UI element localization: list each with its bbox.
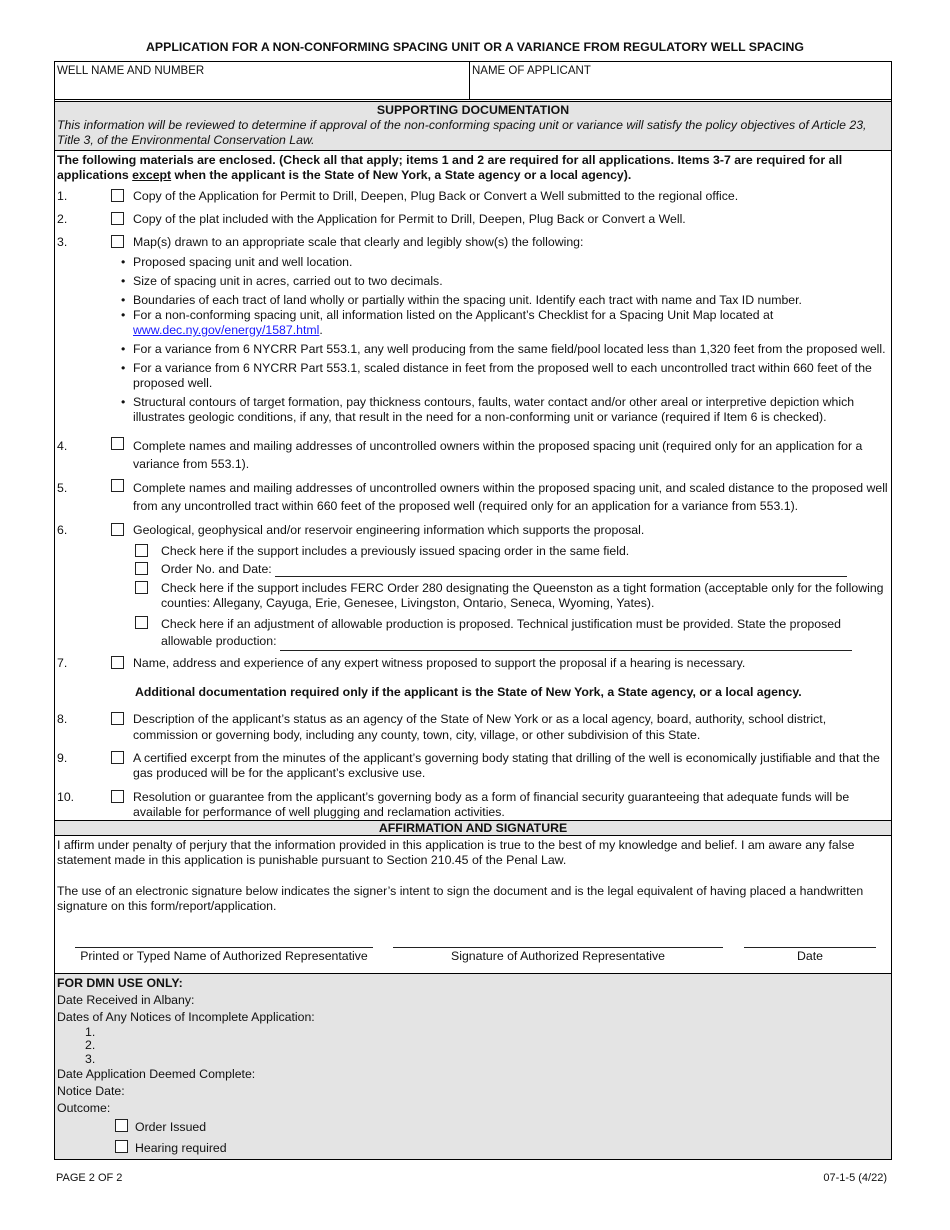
order-issued-checkbox[interactable] (115, 1119, 128, 1132)
item-1 (55, 189, 891, 204)
item-text: Resolution or guarantee from the applicant’s governing body as a form of financial security guaranteeing that adequate funds will be available for performance of well plugging and reclamation activities. (133, 789, 850, 819)
supporting-intro: This information will be reviewed to determine if approval of the non-conforming spacing unit or variance will satisfy the policy objectives of Article 23, Title 3, of the Environmental Conservation Law. (57, 118, 867, 147)
item-5-checkbox[interactable] (111, 479, 124, 492)
item-10-checkbox[interactable] (111, 790, 124, 803)
item-text: Copy of the Application for Permit to Drill, Deepen, Plug Back or Convert a Well submitted to the regional office. (133, 189, 739, 203)
printed-name-label: Printed or Typed Name of Authorized Representative (80, 948, 368, 963)
order-number-date-field[interactable] (275, 576, 847, 577)
additional-documentation-note: Additional documentation required only if the applicant is the State of New York, a State agency, or a local agency. (135, 684, 802, 699)
sub-text: Check here if the support includes a previously issued spacing order in the same field. (161, 543, 630, 558)
hearing-required-checkbox[interactable] (115, 1140, 128, 1153)
item-8-checkbox[interactable] (111, 712, 124, 725)
item-text: Map(s) drawn to an appropriate scale that clearly and legibly show(s) the following: (133, 235, 584, 249)
dmn-heading: FOR DMN USE ONLY: (57, 975, 183, 990)
notice-3: 3. (85, 1051, 96, 1066)
item-2-checkbox[interactable] (111, 212, 124, 225)
sub-text: Check here if the support includes FERC Order 280 designating the Queenston as a tight formation (acceptable only for the following counties: Allegany, Cayuga, Erie, Genesee, Livingston, Ontario, Seneca, Wyoming, Yates). (161, 580, 884, 610)
notice-2: 2. (85, 1038, 96, 1053)
well-name-label: WELL NAME AND NUMBER (57, 65, 205, 77)
item-number: 4. (57, 439, 68, 453)
item-6-sub-1 (55, 544, 891, 559)
item-6 (55, 523, 891, 538)
order-issued-option (57, 1117, 889, 1138)
item-number: 5. (57, 480, 68, 495)
item-6-sub-3 (55, 581, 891, 611)
item-text: Complete names and mailing addresses of uncontrolled owners within the proposed spacing unit (required only for an application for a variance from 553.1). (133, 439, 863, 472)
list-item-text-end: . (319, 323, 323, 337)
enclosed-text-end: when the applicant is the State of New York, a State agency or a local agency). (171, 168, 632, 182)
notice-date-label: Notice Date: (57, 1084, 125, 1099)
item-number: 1. (57, 189, 68, 203)
item-text: Name, address and experience of any expert witness proposed to support the proposal if a hearing is necessary. (133, 655, 746, 670)
printed-name-field[interactable] (75, 947, 373, 964)
applicant-name-field[interactable] (470, 62, 891, 99)
except-text: except (132, 168, 172, 182)
spacing-order-checkbox[interactable] (135, 544, 148, 557)
item-7-checkbox[interactable] (111, 656, 124, 669)
item-3-checkbox[interactable] (111, 235, 124, 248)
item-number: 8. (57, 711, 68, 726)
item-9 (55, 751, 891, 781)
item-number: 6. (57, 522, 68, 537)
item-7 (55, 656, 891, 671)
affirmation-text-1: I affirm under penalty of perjury that the information provided in this application is true to the best of my knowledge and belief. I am aware any false statement made in this application is punishable pursuant to Section 210.45 of the Penal Law. (57, 837, 855, 867)
sub-text-2: allowable production: (161, 634, 277, 649)
list-item: • Size of spacing unit in acres, carried out to two decimals. (133, 274, 891, 289)
well-name-field[interactable] (55, 62, 470, 99)
item-number: 2. (57, 212, 68, 226)
item-6-checkbox[interactable] (111, 523, 124, 536)
signature-label: Signature of Authorized Representative (451, 948, 665, 963)
item-9-checkbox[interactable] (111, 751, 124, 764)
application-form (54, 61, 892, 1160)
item-text: Geological, geophysical and/or reservoir engineering information which supports the proposal. (133, 522, 645, 537)
incomplete-notices-label: Dates of Any Notices of Incomplete Application: (57, 1009, 315, 1024)
item-number: 10. (57, 789, 75, 804)
item-text: Copy of the plat included with the Application for Permit to Drill, Deepen, Plug Back or Convert a Well. (133, 212, 686, 226)
item-text: Description of the applicant’s status as an agency of the State of New York or as a local agency, board, authority, school district, commission or governing body, including any county, town, city, village, or other subdivision of this State. (133, 711, 827, 742)
item-4 (55, 437, 891, 474)
item-text: A certified excerpt from the minutes of the applicant’s governing body stating that drilling of the well is economically justifiable and that the gas produced will be for the applicant’s exclusive use. (133, 750, 880, 780)
list-item: • Proposed spacing unit and well location. (133, 255, 891, 270)
item-number: 7. (57, 655, 68, 670)
sub-text: Check here if an adjustment of allowable production is proposed. Technical justification must be provided. State the proposed (161, 616, 841, 631)
date-label: Date (797, 948, 823, 963)
list-item: • For a variance from 6 NYCRR Part 553.1, any well producing from the same field/pool located less than 1,320 feet from the proposed well. (133, 342, 891, 357)
sub-text: Order No. and Date: (161, 561, 272, 576)
item-1-checkbox[interactable] (111, 189, 124, 202)
affirmation-header: AFFIRMATION AND SIGNATURE (55, 820, 891, 836)
identification-row (55, 62, 891, 100)
signature-row (55, 947, 891, 973)
map-requirements-list (55, 255, 891, 425)
deemed-complete-label: Date Application Deemed Complete: (57, 1067, 256, 1082)
date-received-label: Date Received in Albany: (57, 992, 195, 1007)
list-item-text: For a non-conforming spacing unit, all information listed on the Applicant’s Checklist for a Spacing Unit Map located at (133, 308, 774, 322)
item-10 (55, 790, 891, 820)
affirmation-text-2: The use of an electronic signature below indicates the signer’s intent to sign the document and is the legal equivalent of having placed a handwritten signature on this form/report/application. (57, 883, 864, 913)
signature-field[interactable] (393, 947, 723, 964)
list-item: • Structural contours of target formation, pay thickness contours, faults, water contact and/or other areal or interpretive depiction which illustrates geologic conditions, if any, that result in the need for a non-conforming unit or variance (required if Item 6 is checked). (133, 395, 891, 425)
date-field[interactable] (744, 947, 876, 964)
form-number: 07-1-5 (4/22) (823, 1172, 887, 1184)
list-item (133, 308, 891, 338)
enclosed-instructions (55, 151, 891, 183)
applicant-name-label: NAME OF APPLICANT (472, 65, 591, 77)
checklist-link[interactable]: www.dec.ny.gov/energy/1587.html (133, 323, 320, 337)
list-item: • For a variance from 6 NYCRR Part 553.1, scaled distance in feet from the proposed well to each uncontrolled tract within 660 feet of the proposed well. (133, 361, 891, 391)
hearing-required-label: Hearing required (135, 1141, 227, 1156)
enclosed-text: The following materials are enclosed. (Check all that apply; items 1 and 2 are required for all applications. Items 3-7 are required for all applications (57, 153, 843, 182)
dmn-use-only-section (55, 973, 891, 1160)
item-5 (55, 479, 891, 516)
item-6-sub-2 (55, 562, 891, 577)
page-number: PAGE 2 OF 2 (56, 1172, 123, 1184)
order-number-checkbox[interactable] (135, 562, 148, 575)
item-number: 9. (57, 750, 68, 765)
item-3 (55, 235, 891, 250)
order-issued-label: Order Issued (135, 1120, 207, 1135)
item-8 (55, 712, 891, 744)
notice-1: 1. (85, 1024, 96, 1039)
allowable-production-checkbox[interactable] (135, 616, 148, 629)
ferc-order-checkbox[interactable] (135, 581, 148, 594)
item-text: Complete names and mailing addresses of uncontrolled owners within the proposed spacing unit, and scaled distance to the proposed well from any uncontrolled tract within 660 feet of the proposed well (required only for an application for a variance from 553.1). (133, 480, 888, 514)
item-number: 3. (57, 235, 68, 249)
hearing-required-option (57, 1138, 889, 1159)
item-2 (55, 212, 891, 227)
item-6-sub-4 (55, 616, 891, 651)
list-item: • Boundaries of each tract of land wholly or partially within the spacing unit. Identify each tract with name and Tax ID number. (133, 293, 891, 308)
supporting-documentation-header (55, 101, 891, 151)
form-title: APPLICATION FOR A NON-CONFORMING SPACING UNIT OR A VARIANCE FROM REGULATORY WELL SPACING (146, 40, 804, 54)
outcome-label: Outcome: (57, 1101, 111, 1116)
item-4-checkbox[interactable] (111, 437, 124, 450)
allowable-production-field[interactable] (280, 650, 852, 651)
supporting-heading: SUPPORTING DOCUMENTATION (376, 103, 570, 117)
